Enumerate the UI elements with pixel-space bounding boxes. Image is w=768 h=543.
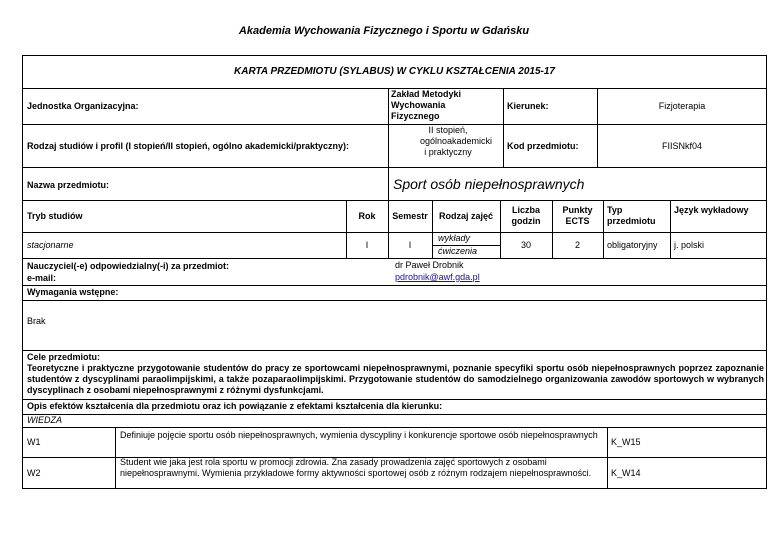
header-hours: Liczba godzin xyxy=(511,205,541,226)
prerequisites-label: Wymagania wstępne: xyxy=(27,287,119,297)
subject-code-value: FIISNkf04 xyxy=(661,141,702,151)
row-class-type-lecture: wykłady xyxy=(438,233,471,243)
subject-name-label: Nazwa przedmiotu: xyxy=(27,180,110,190)
effect-id: W1 xyxy=(27,437,41,447)
row-semester: I xyxy=(408,240,412,250)
effect-code: K_W15 xyxy=(611,437,641,447)
card-title: KARTA PRZEDMIOTU (SYLABUS) W CYKLU KSZTAŁCENIA 2015-17 xyxy=(234,66,555,77)
goals-label: Cele przedmiotu: xyxy=(27,352,101,362)
effect-description: Student wie jaka jest rola sportu w promocji zdrowia. Zna zasady prowadzenia zajęć sportowych z osobami niepełnosprawnymi. Wymienia przykładowe formy aktywności sportowej osób z różnym rodzajem niepełnosprawności. xyxy=(120,457,592,478)
direction-label: Kierunek: xyxy=(507,101,549,111)
unit-label: Jednostka Organizacyjna: xyxy=(27,101,139,111)
direction-value: Fizjoterapia xyxy=(658,101,706,111)
study-type-value: II stopień, ogólnoakademicki i praktyczny xyxy=(420,125,493,157)
prerequisites-value: Brak xyxy=(27,316,46,326)
row-language: j. polski xyxy=(674,240,705,250)
university-name: Akademia Wychowania Fizycznego i Sportu w Gdańsku xyxy=(238,25,530,37)
study-type-label: Rodzaj studiów i profil (I stopień/II stopień, ogólno akademicki/praktyczny): xyxy=(27,141,350,151)
header-class-type: Rodzaj zajęć xyxy=(438,211,494,221)
row-hours: 30 xyxy=(520,240,531,250)
header-year: Rok xyxy=(358,211,376,221)
email-link[interactable]: pdrobnik@awf.gda.pl xyxy=(395,272,480,282)
teacher-value: dr Paweł Drobnik xyxy=(395,260,464,270)
header-semester: Semestr xyxy=(392,211,428,221)
header-ects: Punkty ECTS xyxy=(562,205,593,226)
effect-id: W2 xyxy=(27,468,41,478)
teacher-label: Nauczyciel(-e) odpowiedzialny(-i) za przedmiot: xyxy=(27,261,230,271)
row-class-type-exercise: ćwiczenia xyxy=(438,246,478,256)
goals-text: Teoretyczne i praktyczne przygotowanie studentów do pracy ze sportowcami niepełnosprawnymi, poznanie specyfiki sportu osób niepełnosprawnych poprzez zapoznanie studentów z dyscyplinami paraolimpijskimi, a także pozaparaolimpijskimi. Przygotowanie studentów do samodzielnego organizowania zawodów sportowych w wybranych dyscyplinach z osobami niepełnosprawnymi z różnymi dysfunkcjami. xyxy=(27,363,764,395)
row-ects: 2 xyxy=(574,240,580,250)
email-label: e-mail: xyxy=(27,273,57,283)
effect-description: Definiuje pojęcie sportu osób niepełnosprawnych, wymienia dyscypliny i konkurencje sportowe osób niepełnosprawnych xyxy=(120,430,598,440)
header-language: Język wykładowy xyxy=(674,205,749,215)
row-subject-type: obligatoryjny xyxy=(607,240,658,250)
row-mode: stacjonarne xyxy=(27,240,74,250)
row-year: I xyxy=(365,240,369,250)
subject-name-value: Sport osób niepełnosprawnych xyxy=(393,176,585,192)
effects-label: Opis efektów kształcenia dla przedmiotu oraz ich powiązanie z efektami kształcenia dla kierunku: xyxy=(27,401,443,411)
unit-value: Zakład Metodyki Wychowania Fizycznego xyxy=(391,89,462,121)
effect-code: K_W14 xyxy=(611,468,641,478)
subject-code-label: Kod przedmiotu: xyxy=(507,141,579,151)
header-subject-type: Typ przedmiotu xyxy=(607,205,656,226)
effects-section-title: WIEDZA xyxy=(27,415,62,425)
header-mode: Tryb studiów xyxy=(27,211,83,221)
